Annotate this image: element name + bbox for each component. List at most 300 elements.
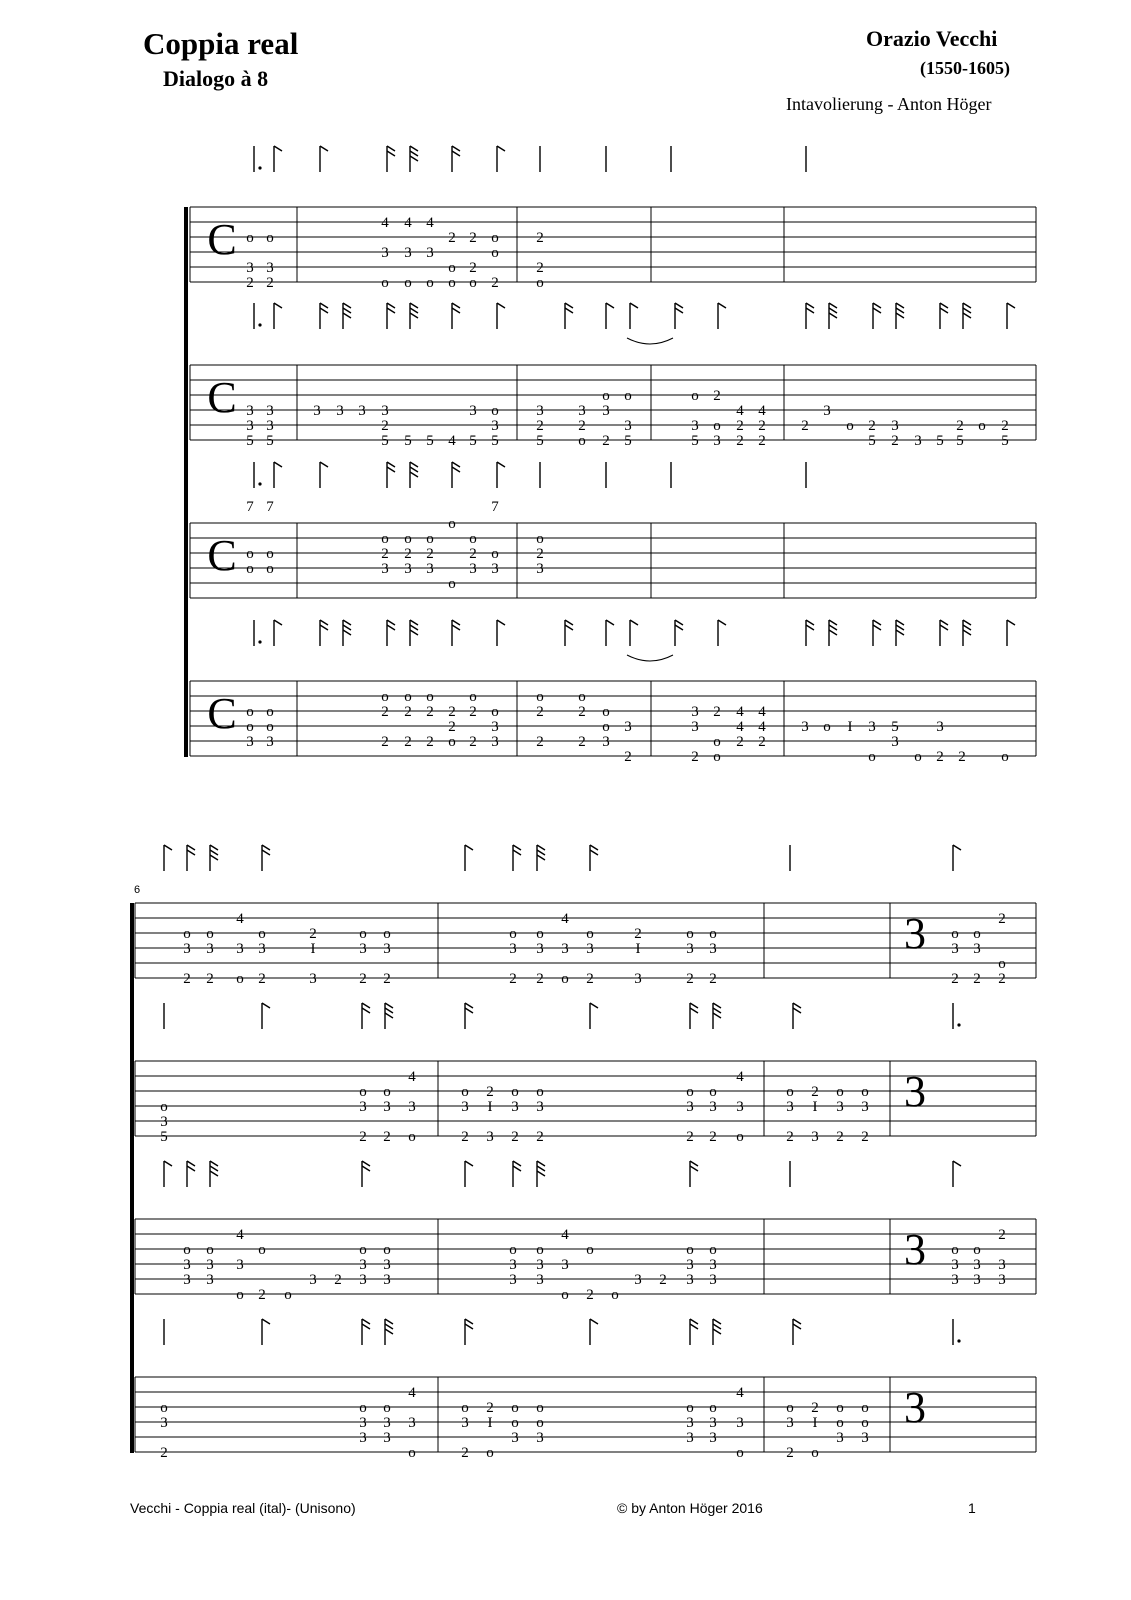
rhythm-flag bbox=[896, 620, 904, 625]
tab-fret: 2 bbox=[536, 971, 544, 987]
tab-fret: 3 bbox=[266, 418, 274, 434]
tab-fret: o bbox=[469, 531, 477, 547]
tab-fret: o bbox=[511, 1415, 519, 1431]
tab-fret: 2 bbox=[736, 433, 744, 449]
tab-fret: 4 bbox=[448, 433, 456, 449]
tab-fret: o bbox=[383, 1400, 391, 1416]
tab-fret: 3 bbox=[973, 1272, 981, 1288]
rhythm-flag bbox=[793, 1324, 801, 1329]
tab-fret: 2 bbox=[160, 1445, 168, 1461]
tab-fret: o bbox=[536, 1400, 544, 1416]
tab-fret: o bbox=[426, 689, 434, 705]
tab-fret: 2 bbox=[309, 926, 317, 942]
tab-fret: 3 bbox=[383, 941, 391, 957]
rhythm-flag bbox=[497, 303, 505, 308]
tab-fret: 3 bbox=[511, 1099, 519, 1115]
tab-fret: o bbox=[951, 1242, 959, 1258]
tab-fret: I bbox=[635, 941, 641, 957]
tab-fret: 3 bbox=[266, 403, 274, 419]
tab-fret: 3 bbox=[246, 734, 254, 750]
tab-fret: 3 bbox=[381, 245, 389, 261]
tab-fret: 4 bbox=[561, 911, 569, 927]
tab-fret: 3 bbox=[359, 1272, 367, 1288]
tab-fret: 3 bbox=[998, 1257, 1006, 1273]
rhythm-flag bbox=[410, 630, 418, 635]
tab-fret: 5 bbox=[404, 433, 412, 449]
rhythm-flag bbox=[829, 620, 837, 625]
rhythm-flag bbox=[896, 313, 904, 318]
tab-fret: o bbox=[266, 719, 274, 735]
tab-fret: o bbox=[536, 1242, 544, 1258]
tab-fret: 3 bbox=[381, 561, 389, 577]
rhythm-flag bbox=[873, 308, 881, 313]
rhythm-flag bbox=[387, 625, 395, 630]
rhythm-flag bbox=[410, 467, 418, 472]
rhythm-flag bbox=[829, 625, 837, 630]
rhythm-flag bbox=[606, 620, 614, 625]
tab-fret: 3 bbox=[709, 941, 717, 957]
tab-fret: 3 bbox=[936, 719, 944, 735]
tab-fret: 3 bbox=[536, 1099, 544, 1115]
tab-fret: o bbox=[786, 1084, 794, 1100]
tab-fret: 2 bbox=[578, 704, 586, 720]
footer-copyright: © by Anton Höger 2016 bbox=[617, 1500, 763, 1516]
tab-fret: 2 bbox=[536, 734, 544, 750]
tab-fret: 3 bbox=[951, 941, 959, 957]
rhythm-flag bbox=[187, 1161, 195, 1166]
tab-fret: 3 bbox=[973, 941, 981, 957]
tab-fret: o bbox=[509, 926, 517, 942]
rhythm-flag bbox=[210, 1161, 218, 1166]
tab-fret: o bbox=[602, 719, 610, 735]
tab-fret: o bbox=[383, 926, 391, 942]
tab-fret: 5 bbox=[891, 719, 899, 735]
rhythm-flag bbox=[210, 1166, 218, 1171]
piece-title: Coppia real bbox=[143, 26, 299, 61]
rhythm-flag bbox=[410, 151, 418, 156]
tab-fret: 3 bbox=[836, 1430, 844, 1446]
tab-fret: o bbox=[914, 749, 922, 765]
tab-fret: 3 bbox=[634, 971, 642, 987]
tab-fret: o bbox=[511, 1084, 519, 1100]
rhythm-flag bbox=[675, 303, 683, 308]
tab-fret: 3 bbox=[359, 1257, 367, 1273]
tab-fret: o bbox=[246, 561, 254, 577]
tab-fret: I bbox=[487, 1099, 493, 1115]
tab-fret: o bbox=[578, 689, 586, 705]
tab-fret: 3 bbox=[509, 1272, 517, 1288]
tab-fret: 2 bbox=[578, 418, 586, 434]
tab-fret: 3 bbox=[309, 971, 317, 987]
tab-fret: 4 bbox=[758, 704, 766, 720]
rhythm-flag bbox=[873, 625, 881, 630]
rhythm-flag bbox=[590, 1319, 598, 1324]
tab-fret: o bbox=[448, 734, 456, 750]
tab-fret: o bbox=[998, 956, 1006, 972]
tab-fret: 2 bbox=[383, 971, 391, 987]
tab-fret: 3 bbox=[786, 1099, 794, 1115]
tab-fret: 2 bbox=[258, 971, 266, 987]
tab-fret: 3 bbox=[383, 1099, 391, 1115]
rhythm-flag bbox=[940, 303, 948, 308]
tab-fret: 4 bbox=[236, 911, 244, 927]
rhythm-flag bbox=[690, 1166, 698, 1171]
tab-fret: 3 bbox=[383, 1257, 391, 1273]
tab-fret: 2 bbox=[469, 704, 477, 720]
rhythm-flag bbox=[452, 620, 460, 625]
tab-fret: 3 bbox=[536, 1272, 544, 1288]
tab-fret: 2 bbox=[891, 433, 899, 449]
tab-fret: 3 bbox=[183, 1257, 191, 1273]
tab-fret: o bbox=[426, 275, 434, 291]
tab-fret: 3 bbox=[951, 1257, 959, 1273]
tab-fret: 2 bbox=[448, 230, 456, 246]
tab-fret: o bbox=[586, 926, 594, 942]
rhythm-flag bbox=[963, 303, 971, 308]
tab-fret: 3 bbox=[686, 941, 694, 957]
tab-fret: o bbox=[624, 388, 632, 404]
tab-fret: 2 bbox=[758, 418, 766, 434]
rhythm-flag bbox=[465, 1008, 473, 1013]
tab-fret: o bbox=[578, 433, 586, 449]
tab-fret: o bbox=[602, 388, 610, 404]
tab-fret: 3 bbox=[709, 1257, 717, 1273]
rhythm-flag bbox=[497, 146, 505, 151]
rhythm-flag bbox=[262, 850, 270, 855]
rhythm-flag bbox=[963, 625, 971, 630]
rhythm-flag bbox=[187, 1166, 195, 1171]
rhythm-dot bbox=[957, 1023, 960, 1026]
rhythm-flag bbox=[452, 151, 460, 156]
rhythm-flag bbox=[320, 303, 328, 308]
tab-fret: o bbox=[491, 704, 499, 720]
tab-fret: 2 bbox=[709, 971, 717, 987]
tab-fret: o bbox=[383, 1084, 391, 1100]
rhythm-flag bbox=[963, 630, 971, 635]
tab-fret: 3 bbox=[624, 719, 632, 735]
tab-fret: o bbox=[491, 546, 499, 562]
tab-fret: I bbox=[487, 1415, 493, 1431]
rhythm-flag bbox=[806, 625, 814, 630]
tab-fret: o bbox=[359, 926, 367, 942]
rhythm-flag bbox=[210, 850, 218, 855]
rhythm-flag bbox=[385, 1013, 393, 1018]
tab-fret: o bbox=[381, 275, 389, 291]
tab-fret: 3 bbox=[536, 1257, 544, 1273]
tab-fret: 2 bbox=[801, 418, 809, 434]
rhythm-flag bbox=[385, 1008, 393, 1013]
tab-fret: 3 bbox=[359, 1415, 367, 1431]
tab-fret: o bbox=[709, 1400, 717, 1416]
tab-fret: 4 bbox=[758, 719, 766, 735]
tab-fret: o bbox=[381, 689, 389, 705]
tab-fret: 2 bbox=[461, 1445, 469, 1461]
tab-fret: 5 bbox=[426, 433, 434, 449]
rhythm-flag bbox=[387, 151, 395, 156]
tab-fret: 2 bbox=[868, 418, 876, 434]
tab-fret: 3 bbox=[691, 418, 699, 434]
rhythm-flag bbox=[806, 620, 814, 625]
rhythm-flag bbox=[410, 308, 418, 313]
tab-fret: 2 bbox=[811, 1084, 819, 1100]
tab-fret: I bbox=[310, 941, 316, 957]
rhythm-flag bbox=[410, 472, 418, 477]
tab-fret: 3 bbox=[404, 561, 412, 577]
tie bbox=[627, 338, 673, 344]
rhythm-flag bbox=[362, 1161, 370, 1166]
tab-fret: o bbox=[713, 734, 721, 750]
tab-fret: 4 bbox=[736, 1069, 744, 1085]
rhythm-flag bbox=[793, 1008, 801, 1013]
tab-fret: o bbox=[611, 1287, 619, 1303]
tab-fret: o bbox=[461, 1400, 469, 1416]
tab-fret: 3 bbox=[246, 418, 254, 434]
tab-fret: 3 bbox=[578, 403, 586, 419]
rhythm-flag bbox=[274, 462, 282, 467]
rhythm-flag bbox=[537, 1171, 545, 1176]
tab-fret: o bbox=[448, 275, 456, 291]
tab-fret: o bbox=[404, 275, 412, 291]
rhythm-flag bbox=[940, 620, 948, 625]
rhythm-flag bbox=[262, 1319, 270, 1324]
tab-fret: 2 bbox=[448, 704, 456, 720]
tab-fret: 3 bbox=[914, 433, 922, 449]
tab-fret: o bbox=[359, 1242, 367, 1258]
tab-fret: o bbox=[713, 418, 721, 434]
tab-fret: 3 bbox=[691, 719, 699, 735]
tab-fret: o bbox=[536, 926, 544, 942]
rhythm-flag bbox=[343, 313, 351, 318]
rhythm-flag bbox=[387, 620, 395, 625]
tab-fret: o bbox=[586, 1242, 594, 1258]
tab-fret: o bbox=[469, 689, 477, 705]
tab-fret: 5 bbox=[936, 433, 944, 449]
rhythm-flag bbox=[320, 146, 328, 151]
rhythm-flag bbox=[410, 156, 418, 161]
rhythm-flag bbox=[410, 303, 418, 308]
tab-fret: o bbox=[561, 1287, 569, 1303]
time-signature: 3 bbox=[904, 1067, 926, 1116]
tab-fret: 4 bbox=[736, 403, 744, 419]
rhythm-flag bbox=[953, 1161, 961, 1166]
tab-fret: o bbox=[448, 516, 456, 532]
tab-fret: o bbox=[404, 689, 412, 705]
tab-fret: 3 bbox=[206, 1272, 214, 1288]
tab-fret: 4 bbox=[758, 403, 766, 419]
tab-fret: 3 bbox=[586, 941, 594, 957]
rhythm-flag bbox=[452, 303, 460, 308]
tab-fret: 2 bbox=[448, 719, 456, 735]
tab-fret: 3 bbox=[801, 719, 809, 735]
tab-fret: o bbox=[736, 1445, 744, 1461]
rhythm-flag bbox=[675, 625, 683, 630]
page-number: 1 bbox=[968, 1500, 976, 1516]
rhythm-flag bbox=[590, 850, 598, 855]
tab-fret: o bbox=[408, 1129, 416, 1145]
tab-fret: o bbox=[686, 1084, 694, 1100]
rhythm-dot bbox=[957, 1339, 960, 1342]
tab-fret: 2 bbox=[404, 734, 412, 750]
tab-fret: 2 bbox=[686, 971, 694, 987]
tab-fret: o bbox=[536, 1415, 544, 1431]
tab-fret: o bbox=[868, 749, 876, 765]
composer-dates: (1550-1605) bbox=[920, 58, 1010, 78]
rhythm-flag bbox=[164, 1161, 172, 1166]
tab-fret: o bbox=[246, 230, 254, 246]
rhythm-flag bbox=[465, 1319, 473, 1324]
tab-fret: 3 bbox=[486, 1129, 494, 1145]
tab-fret: 3 bbox=[206, 1257, 214, 1273]
rhythm-flag bbox=[565, 308, 573, 313]
tab-fret: o bbox=[736, 1129, 744, 1145]
tab-fret: o bbox=[426, 531, 434, 547]
tab-fret: 5 bbox=[956, 433, 964, 449]
tab-fret: o bbox=[491, 230, 499, 246]
tab-fret: 2 bbox=[381, 546, 389, 562]
rhythm-dot bbox=[258, 166, 261, 169]
tab-fret: 3 bbox=[561, 941, 569, 957]
tab-fret: 3 bbox=[709, 1430, 717, 1446]
tab-fret: 3 bbox=[258, 941, 266, 957]
tab-fret: 3 bbox=[183, 941, 191, 957]
tab-fret: o bbox=[246, 719, 254, 735]
rhythm-flag bbox=[362, 1319, 370, 1324]
tab-fret: o bbox=[160, 1400, 168, 1416]
tab-fret: o bbox=[973, 1242, 981, 1258]
tab-fret: 3 bbox=[359, 1430, 367, 1446]
tab-fret: 3 bbox=[509, 1257, 517, 1273]
tab-fret: 2 bbox=[469, 546, 477, 562]
rhythm-flag bbox=[513, 1161, 521, 1166]
rhythm-flag bbox=[452, 146, 460, 151]
rhythm-flag bbox=[630, 620, 638, 625]
rhythm-flag bbox=[513, 1166, 521, 1171]
tab-fret: o bbox=[691, 388, 699, 404]
tab-fret: 3 bbox=[691, 704, 699, 720]
rhythm-flag bbox=[452, 308, 460, 313]
tab-fret: o bbox=[266, 230, 274, 246]
rhythm-flag bbox=[793, 1003, 801, 1008]
tab-fret: 2 bbox=[486, 1084, 494, 1100]
tab-fret: 3 bbox=[266, 734, 274, 750]
rhythm-flag bbox=[320, 462, 328, 467]
tab-fret: o bbox=[469, 275, 477, 291]
rhythm-flag bbox=[1007, 620, 1015, 625]
rhythm-flag bbox=[806, 303, 814, 308]
tab-fret: 3 bbox=[709, 1272, 717, 1288]
tab-fret: 3 bbox=[383, 1415, 391, 1431]
rhythm-flag bbox=[896, 630, 904, 635]
tab-fret: o bbox=[359, 1400, 367, 1416]
rhythm-flag bbox=[606, 303, 614, 308]
tab-fret: 2 bbox=[998, 1227, 1006, 1243]
rhythm-flag bbox=[713, 1319, 721, 1324]
tab-fret: 3 bbox=[811, 1129, 819, 1145]
rhythm-flag bbox=[718, 620, 726, 625]
rhythm-flag bbox=[713, 1013, 721, 1018]
tab-fret: 4 bbox=[426, 215, 434, 231]
tab-fret: o bbox=[713, 749, 721, 765]
tab-fret: 2 bbox=[258, 1287, 266, 1303]
composer-name: Orazio Vecchi bbox=[866, 26, 998, 51]
rhythm-flag bbox=[274, 146, 282, 151]
rhythm-flag bbox=[630, 303, 638, 308]
tab-fret: o bbox=[160, 1099, 168, 1115]
tab-fret: o bbox=[266, 546, 274, 562]
rhythm-flag bbox=[537, 850, 545, 855]
tab-fret: 3 bbox=[309, 1272, 317, 1288]
tab-fret: 2 bbox=[634, 926, 642, 942]
tab-fret: I bbox=[847, 719, 853, 735]
tab-fret: I bbox=[812, 1415, 818, 1431]
rhythm-flag bbox=[829, 630, 837, 635]
tab-fret: o bbox=[951, 926, 959, 942]
tab-fret: 2 bbox=[359, 1129, 367, 1145]
tab-fret: 2 bbox=[536, 230, 544, 246]
rhythm-dot bbox=[258, 323, 261, 326]
tab-fret: 3 bbox=[509, 941, 517, 957]
tab-fret: 3 bbox=[823, 403, 831, 419]
tab-fret: 3 bbox=[561, 1257, 569, 1273]
tab-fret: 3 bbox=[491, 418, 499, 434]
tab-fret: o bbox=[536, 275, 544, 291]
tab-fret: 3 bbox=[973, 1257, 981, 1273]
tab-fret: 3 bbox=[381, 403, 389, 419]
tab-fret: 3 bbox=[836, 1099, 844, 1115]
rhythm-flag bbox=[565, 620, 573, 625]
rhythm-flag bbox=[362, 1003, 370, 1008]
tab-fret: o bbox=[246, 546, 254, 562]
tab-fret: o bbox=[266, 561, 274, 577]
tab-fret: 5 bbox=[266, 433, 274, 449]
tab-fret: o bbox=[183, 926, 191, 942]
tab-fret: 2 bbox=[183, 971, 191, 987]
tab-fret: 3 bbox=[491, 719, 499, 735]
tab-fret: 5 bbox=[491, 433, 499, 449]
rhythm-flag bbox=[537, 855, 545, 860]
rhythm-flag bbox=[565, 625, 573, 630]
time-signature: C bbox=[207, 373, 237, 422]
tab-fret: 5 bbox=[381, 433, 389, 449]
tab-fret: o bbox=[448, 576, 456, 592]
tab-fret: 3 bbox=[358, 403, 366, 419]
tab-fret: 2 bbox=[786, 1129, 794, 1145]
tab-fret: o bbox=[448, 260, 456, 276]
tab-fret: o bbox=[359, 1084, 367, 1100]
tab-fret: 5 bbox=[868, 433, 876, 449]
tab-fret: 4 bbox=[381, 215, 389, 231]
tab-fret: o bbox=[836, 1415, 844, 1431]
tab-fret: 3 bbox=[491, 561, 499, 577]
tab-fret: o bbox=[236, 971, 244, 987]
measure-number: 6 bbox=[134, 884, 141, 896]
rhythm-flag bbox=[465, 1161, 473, 1166]
tab-fret: o bbox=[511, 1400, 519, 1416]
time-signature: C bbox=[207, 531, 237, 580]
tab-fret: 2 bbox=[586, 1287, 594, 1303]
rhythm-flag bbox=[1007, 303, 1015, 308]
rhythm-flag bbox=[385, 1003, 393, 1008]
tab-fret: 4 bbox=[408, 1385, 416, 1401]
tab-fret: 3 bbox=[713, 433, 721, 449]
tab-fret: 2 bbox=[404, 704, 412, 720]
tab-fret: 3 bbox=[536, 941, 544, 957]
rhythm-flag bbox=[343, 620, 351, 625]
tab-fret: o bbox=[258, 926, 266, 942]
tab-fret: 2 bbox=[469, 230, 477, 246]
tab-fret: o bbox=[461, 1084, 469, 1100]
rhythm-flag bbox=[873, 303, 881, 308]
